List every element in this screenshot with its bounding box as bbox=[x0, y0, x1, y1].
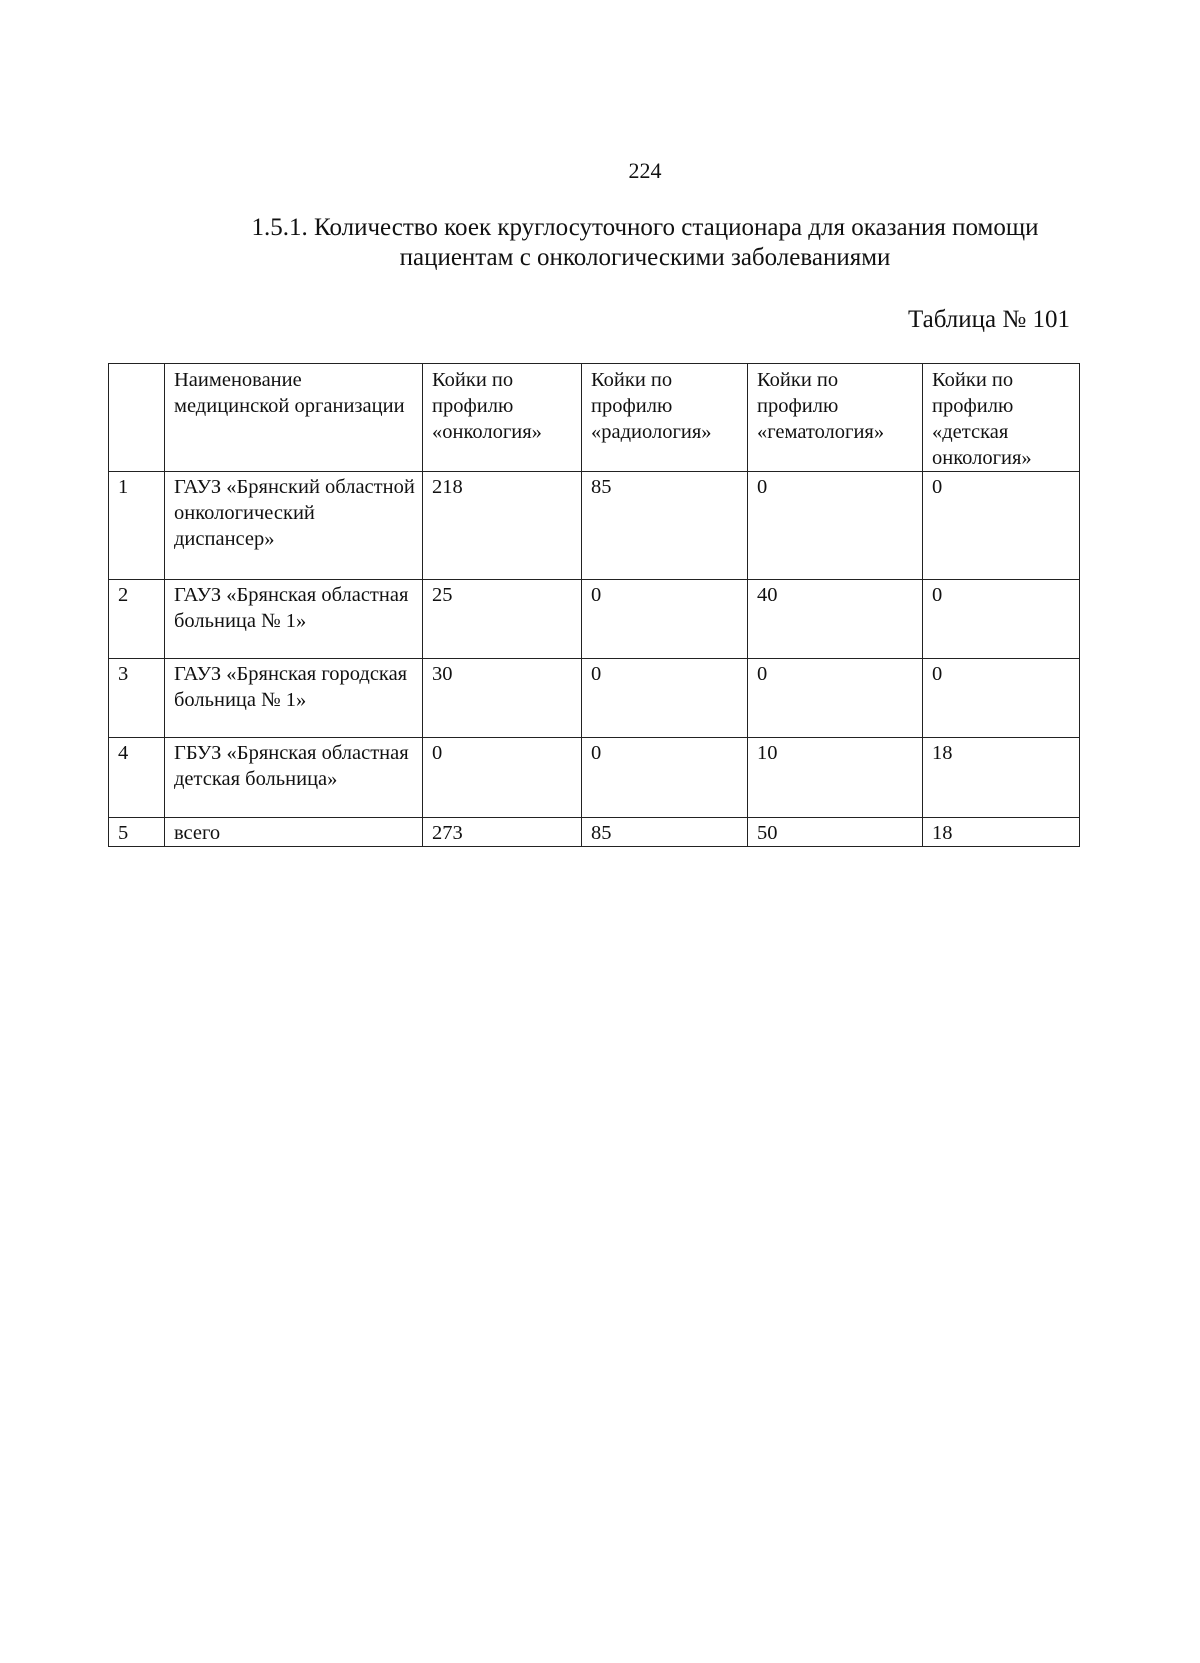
cell-oncology: 273 bbox=[423, 818, 582, 847]
table-row bbox=[109, 738, 1080, 818]
cell-pediatric-oncology: 0 bbox=[923, 580, 1080, 659]
table-row bbox=[109, 659, 1080, 738]
cell-number: 2 bbox=[109, 580, 165, 659]
cell-hematology: 0 bbox=[748, 659, 923, 738]
cell-radiology: 85 bbox=[582, 818, 748, 847]
header-hematology: Койки по профилю «гематология» bbox=[748, 364, 923, 472]
cell-hematology: 50 bbox=[748, 818, 923, 847]
cell-radiology: 0 bbox=[582, 738, 748, 818]
cell-hematology: 0 bbox=[748, 472, 923, 580]
cell-organization: всего bbox=[165, 818, 423, 847]
cell-pediatric-oncology: 0 bbox=[923, 472, 1080, 580]
cell-radiology: 0 bbox=[582, 580, 748, 659]
cell-number: 5 bbox=[109, 818, 165, 847]
header-organization: Наименование медицинской организации bbox=[165, 364, 423, 472]
header-number bbox=[109, 364, 165, 472]
cell-number: 3 bbox=[109, 659, 165, 738]
cell-hematology: 10 bbox=[748, 738, 923, 818]
page-number: 224 bbox=[628, 158, 662, 183]
cell-organization: ГАУЗ «Брянская городская больница № 1» bbox=[165, 659, 423, 738]
cell-oncology: 30 bbox=[423, 659, 582, 738]
table-row bbox=[109, 472, 1080, 580]
cell-radiology: 85 bbox=[582, 472, 748, 580]
beds-table bbox=[108, 363, 1080, 847]
header-radiology: Койки по профилю «радиология» bbox=[582, 364, 748, 472]
header-pediatric-oncology: Койки по профилю «детская онкология» bbox=[923, 364, 1080, 472]
table-row bbox=[109, 580, 1080, 659]
document-title-line-1: 1.5.1. Количество коек круглосуточного стационара для оказания помощи bbox=[251, 214, 1039, 241]
cell-number: 1 bbox=[109, 472, 165, 580]
header-oncology: Койки по профилю «онкология» bbox=[423, 364, 582, 472]
document-title bbox=[120, 213, 1170, 273]
cell-organization: ГАУЗ «Брянская областная больница № 1» bbox=[165, 580, 423, 659]
cell-organization: ГБУЗ «Брянская областная детская больница» bbox=[165, 738, 423, 818]
cell-pediatric-oncology: 18 bbox=[923, 818, 1080, 847]
cell-oncology: 0 bbox=[423, 738, 582, 818]
document-title-line-2: пациентам с онкологическими заболеваниями bbox=[399, 244, 891, 271]
cell-radiology: 0 bbox=[582, 659, 748, 738]
cell-number: 4 bbox=[109, 738, 165, 818]
cell-oncology: 218 bbox=[423, 472, 582, 580]
cell-oncology: 25 bbox=[423, 580, 582, 659]
table-caption: Таблица № 101 bbox=[907, 306, 1070, 333]
cell-pediatric-oncology: 18 bbox=[923, 738, 1080, 818]
table-header-row bbox=[109, 364, 1080, 472]
cell-pediatric-oncology: 0 bbox=[923, 659, 1080, 738]
table-row-total bbox=[109, 818, 1080, 847]
cell-organization: ГАУЗ «Брянский областной онкологический диспансер» bbox=[165, 472, 423, 580]
cell-hematology: 40 bbox=[748, 580, 923, 659]
